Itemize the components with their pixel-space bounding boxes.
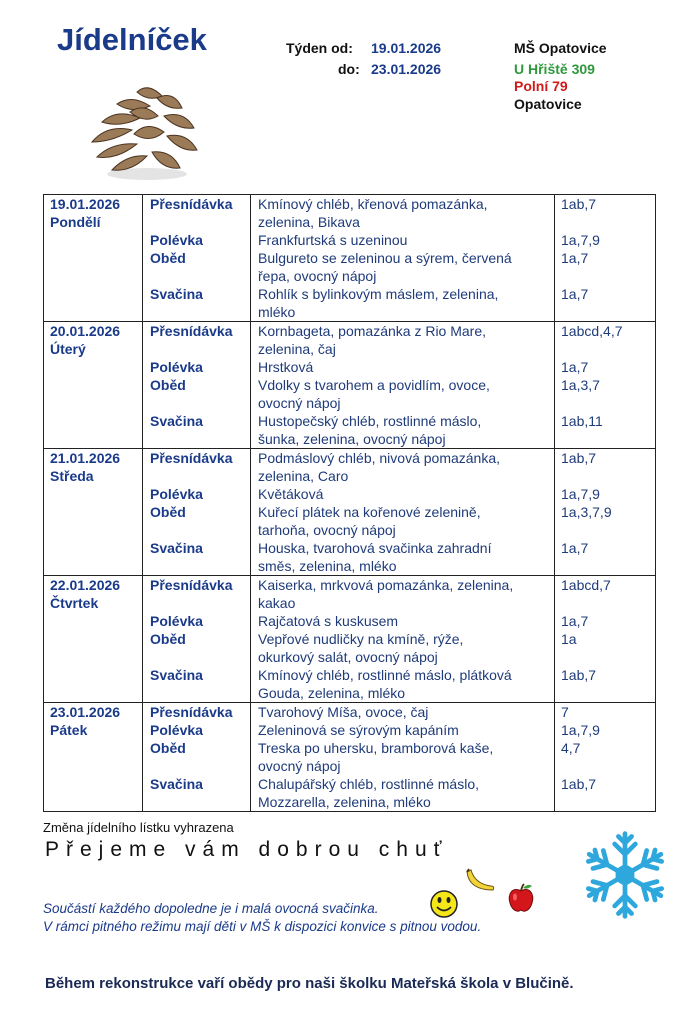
meal-description — [258, 503, 554, 539]
meal-line: mléko — [258, 304, 296, 320]
meal-line: okurkový salát, ovocný nápoj — [258, 649, 438, 665]
meal-description — [258, 739, 554, 775]
meal-description — [258, 231, 554, 249]
day-row — [44, 195, 656, 322]
meal-description — [258, 703, 554, 721]
meal-line: Kaiserka, mrkvová pomazánka, zelenina, — [258, 577, 514, 593]
meal-type: Svačina — [150, 540, 203, 556]
meal-line: Hustopečský chléb, rostlinné máslo, — [258, 413, 482, 429]
day-cell — [44, 195, 143, 322]
meal-line: Vdolky s tvarohem a povidlím, ovoce, — [258, 377, 490, 393]
meal-description — [258, 449, 554, 485]
meal-description — [258, 630, 554, 666]
week-to-label: do: — [338, 61, 360, 77]
meal-type: Polévka — [150, 613, 203, 629]
meal-line: Podmáslový chléb, nivová pomazánka, — [258, 450, 501, 466]
meal-description — [258, 576, 554, 612]
meal-line: tarhoňa, ovocný nápoj — [258, 522, 396, 538]
meal-allergens: 1ab,7 — [561, 776, 597, 792]
meal-type: Přesnídávka — [150, 323, 233, 339]
meal-allergens: 1a,3,7 — [561, 377, 600, 393]
meal-allergens: 1a,7 — [561, 286, 589, 302]
snack-note: Součástí každého dopoledne je i malá ovocná svačinka. — [43, 901, 379, 916]
day-cell — [44, 322, 143, 449]
meal-description — [258, 612, 554, 630]
meal-description — [258, 376, 554, 412]
meal-description-cell — [251, 703, 555, 812]
day-date: 19.01.2026 — [50, 196, 121, 212]
meal-type-cell — [143, 703, 251, 812]
meal-line: Kuřecí plátek na kořenové zelenině, — [258, 504, 481, 520]
meal-allergens: 1abcd,7 — [561, 577, 611, 593]
meal-type: Svačina — [150, 667, 203, 683]
week-from-label: Týden od: — [286, 40, 353, 56]
week-from-date: 19.01.2026 — [371, 40, 442, 56]
meal-allergens: 1ab,7 — [561, 450, 597, 466]
meal-type: Polévka — [150, 486, 203, 502]
meal-line: Kmínový chléb, rostlinné máslo, plátková — [258, 667, 512, 683]
day-date: 23.01.2026 — [50, 704, 121, 720]
meal-description-cell — [251, 322, 555, 449]
meal-allergens: 1a,7,9 — [561, 722, 600, 738]
meal-allergens: 1ab,11 — [561, 413, 603, 429]
meal-description-cell — [251, 449, 555, 576]
meal-line: zelenina, Caro — [258, 468, 349, 484]
meal-description — [258, 249, 554, 285]
day-row — [44, 322, 656, 449]
meal-description-cell — [251, 195, 555, 322]
meal-type: Svačina — [150, 776, 203, 792]
day-name: Pondělí — [50, 214, 101, 230]
meal-type: Svačina — [150, 413, 203, 429]
meal-allergens: 1a,7 — [561, 359, 589, 375]
menu-table — [43, 194, 656, 812]
meal-type: Oběd — [150, 740, 186, 756]
meal-type: Přesnídávka — [150, 450, 233, 466]
meal-allergens: 1abcd,4,7 — [561, 323, 623, 339]
meal-description — [258, 322, 554, 358]
day-row — [44, 576, 656, 703]
day-row — [44, 449, 656, 576]
day-row — [44, 703, 656, 812]
meal-allergens: 1a,3,7,9 — [561, 504, 612, 520]
allergens-cell — [555, 195, 656, 322]
meal-type: Přesnídávka — [150, 196, 233, 212]
meal-line: směs, zelenina, mléko — [258, 558, 397, 574]
day-cell — [44, 703, 143, 812]
meal-line: Rohlík s bylinkovým máslem, zelenina, — [258, 286, 499, 302]
meal-description-cell — [251, 576, 555, 703]
day-date: 21.01.2026 — [50, 450, 121, 466]
meal-description — [258, 539, 554, 575]
meal-line: ovocný nápoj — [258, 758, 341, 774]
address-line-3: Opatovice — [514, 96, 582, 112]
week-to-date: 23.01.2026 — [371, 61, 442, 77]
meal-type-cell — [143, 195, 251, 322]
meal-type: Oběd — [150, 250, 186, 266]
allergens-cell — [555, 449, 656, 576]
day-date: 22.01.2026 — [50, 577, 121, 593]
meal-allergens: 1a,7 — [561, 540, 589, 556]
meal-line: Tvarohový Míša, ovoce, čaj — [258, 704, 429, 720]
banana-icon — [463, 866, 497, 896]
wish-text: Přejeme vám dobrou chuť — [45, 838, 449, 861]
meal-type: Přesnídávka — [150, 577, 233, 593]
meal-description — [258, 721, 554, 739]
meal-type: Oběd — [150, 377, 186, 393]
allergens-cell — [555, 322, 656, 449]
meal-line: řepa, ovocný nápoj — [258, 268, 377, 284]
allergens-cell — [555, 703, 656, 812]
menu-change-note: Změna jídelního lístku vyhrazena — [43, 820, 234, 835]
meal-description — [258, 485, 554, 503]
meal-line: Bulgureto se zeleninou a sýrem, červená — [258, 250, 512, 266]
meal-type: Oběd — [150, 504, 186, 520]
meal-line: Kornbageta, pomazánka z Rio Mare, — [258, 323, 487, 339]
meal-line: Treska po uhersku, bramborová kaše, — [258, 740, 494, 756]
meal-description — [258, 195, 554, 231]
meal-type-cell — [143, 576, 251, 703]
meal-allergens: 1ab,7 — [561, 196, 597, 212]
meal-type: Oběd — [150, 631, 186, 647]
meal-allergens: 1ab,7 — [561, 667, 597, 683]
meal-line: Gouda, zelenina, mléko — [258, 685, 406, 701]
day-cell — [44, 449, 143, 576]
meal-allergens: 1a,7,9 — [561, 486, 600, 502]
meal-description — [258, 775, 554, 811]
day-name: Čtvrtek — [50, 595, 99, 611]
day-date: 20.01.2026 — [50, 323, 121, 339]
meal-line: Rajčatová s kuskusem — [258, 613, 399, 629]
day-name: Středa — [50, 468, 94, 484]
meal-line: Houska, tvarohová svačinka zahradní — [258, 540, 492, 556]
school-name: MŠ Opatovice — [514, 40, 607, 56]
meal-line: zelenina, čaj — [258, 341, 336, 357]
day-cell — [44, 576, 143, 703]
drink-note: V rámci pitného režimu mají děti v MŠ k dispozici konvice s pitnou vodou. — [43, 919, 482, 934]
day-name: Pátek — [50, 722, 88, 738]
smiley-icon — [429, 889, 459, 919]
meal-line: Mozzarella, zelenina, mléko — [258, 794, 431, 810]
meal-line: zelenina, Bikava — [258, 214, 360, 230]
day-name: Úterý — [50, 341, 86, 357]
meal-line: Frankfurtská s uzeninou — [258, 232, 408, 248]
meal-type: Polévka — [150, 232, 203, 248]
meal-description — [258, 285, 554, 321]
pine-cone-icon — [82, 72, 212, 182]
meal-line: šunka, zelenina, ovocný nápoj — [258, 431, 446, 447]
meal-line: kakao — [258, 595, 296, 611]
meal-line: Květáková — [258, 486, 324, 502]
meal-allergens: 1a — [561, 631, 577, 647]
meal-description — [258, 358, 554, 376]
reconstruction-note: Během rekonstrukce vaří obědy pro naši školku Mateřská škola v Blučině. — [45, 975, 574, 992]
meal-type: Polévka — [150, 359, 203, 375]
meal-allergens: 1a,7 — [561, 613, 589, 629]
meal-allergens: 7 — [561, 704, 569, 720]
meal-type: Polévka — [150, 722, 203, 738]
apple-icon — [506, 882, 536, 914]
meal-type-cell — [143, 322, 251, 449]
meal-line: ovocný nápoj — [258, 395, 341, 411]
meal-description — [258, 412, 554, 448]
meal-type: Přesnídávka — [150, 704, 233, 720]
meal-line: Vepřové nudličky na kmíně, rýže, — [258, 631, 464, 647]
meal-line: Kmínový chléb, křenová pomazánka, — [258, 196, 488, 212]
meal-line: Zeleninová se sýrovým kapáním — [258, 722, 459, 738]
allergens-cell — [555, 576, 656, 703]
meal-allergens: 4,7 — [561, 740, 581, 756]
meal-allergens: 1a,7 — [561, 250, 589, 266]
address-line-2: Polní 79 — [514, 78, 568, 94]
meal-line: Chalupářský chléb, rostlinné máslo, — [258, 776, 479, 792]
meal-type: Svačina — [150, 286, 203, 302]
address-line-1: U Hřiště 309 — [514, 61, 595, 77]
snowflake-icon — [578, 828, 672, 922]
meal-description — [258, 666, 554, 702]
meal-line: Hrstková — [258, 359, 314, 375]
meal-allergens: 1a,7,9 — [561, 232, 600, 248]
page-title: Jídelníček — [57, 22, 207, 57]
meal-type-cell — [143, 449, 251, 576]
